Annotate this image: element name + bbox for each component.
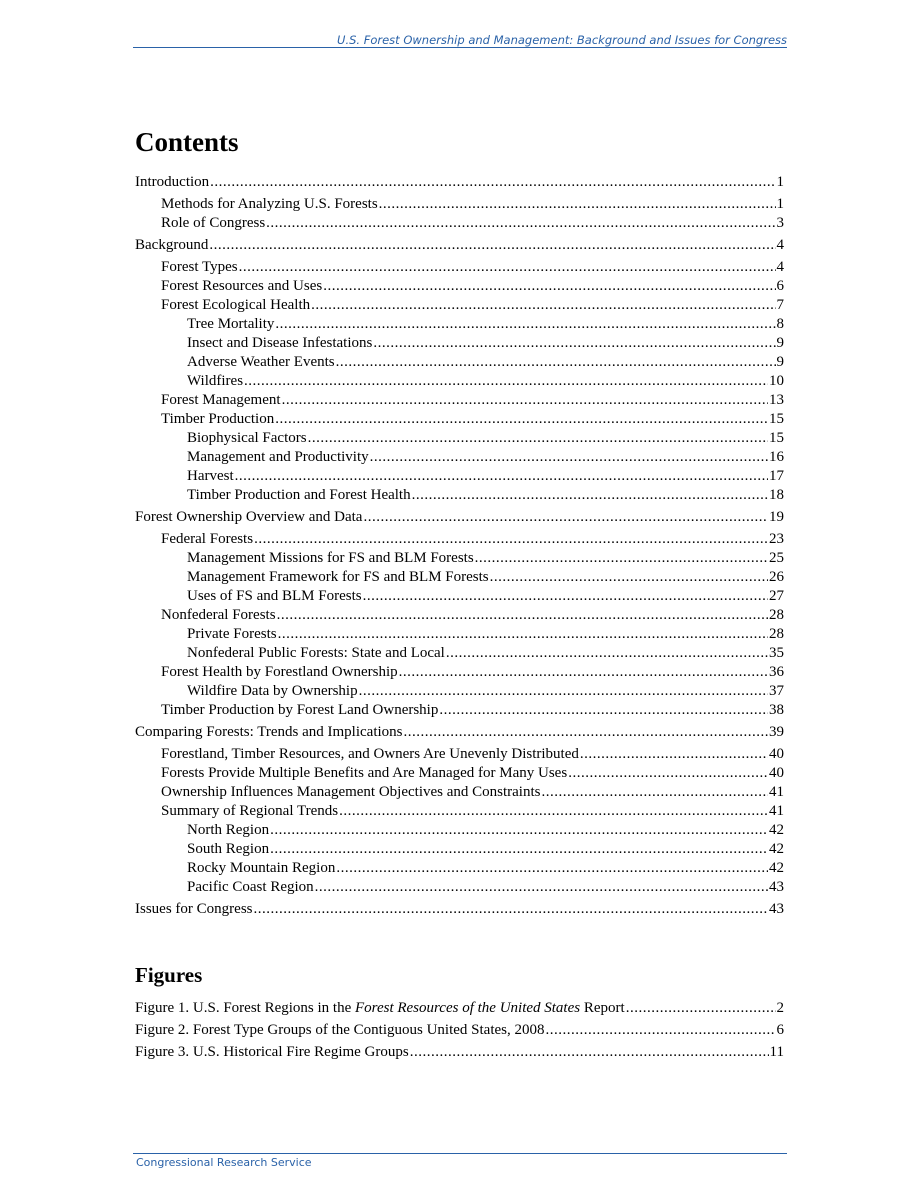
figure-entry-page: 2 [776,1000,784,1016]
figure-title-italic: Forest Resources of the United States [355,1000,581,1016]
toc-entry[interactable] [135,296,784,315]
toc-entry[interactable] [135,372,784,391]
running-header: U.S. Forest Ownership and Management: Background and Issues for Congress [337,33,787,47]
toc-entry-title: Insect and Disease Infestations [187,335,373,351]
toc-entry-page: 25 [769,550,784,566]
toc-entry-page: 3 [776,215,784,231]
toc-entry-page: 7 [776,297,784,313]
toc-entry-title: Tree Mortality [187,316,275,332]
footer-rule [133,1153,787,1154]
toc-entry[interactable] [135,214,784,233]
toc-entry-page: 4 [776,237,784,253]
toc-entry-page: 28 [769,626,784,642]
toc-entry-title: South Region [187,841,270,857]
toc-entry[interactable] [135,764,784,783]
figure-entry-page: 6 [776,1022,784,1038]
toc-entry[interactable] [135,429,784,448]
dot-leader [568,764,768,783]
toc-entry-page: 40 [769,765,784,781]
figure-title-prefix: Figure 3. U.S. Historical Fire Regime Groups [135,1044,409,1060]
dot-leader [308,429,768,448]
toc-entry[interactable] [135,625,784,644]
dot-leader [254,530,768,549]
figure-title-prefix: Figure 2. Forest Type Groups of the Contiguous United States, 2008 [135,1022,545,1038]
toc-entry-page: 37 [769,683,784,699]
header-rule [133,47,787,48]
toc-entry-page: 26 [769,569,784,585]
table-of-contents [135,173,784,919]
toc-entry[interactable] [135,486,784,505]
dot-leader [410,1041,769,1063]
dot-leader [404,723,769,742]
dot-leader [446,644,768,663]
figure-entry-title [135,1019,544,1041]
dot-leader [209,236,775,255]
toc-entry-page: 10 [769,373,784,389]
dot-leader [363,587,768,606]
toc-entry[interactable] [135,644,784,663]
toc-entry-page: 1 [776,174,784,190]
toc-entry-page: 17 [769,468,784,484]
footer-publisher: Congressional Research Service [136,1156,312,1169]
toc-entry-title: Pacific Coast Region [187,879,314,895]
toc-entry[interactable] [135,448,784,467]
toc-entry-title: Background [135,237,209,253]
dot-leader [412,486,768,505]
toc-entry[interactable] [135,173,784,192]
toc-entry-title: Rocky Mountain Region [187,860,336,876]
toc-entry[interactable] [135,353,784,372]
toc-entry-page: 42 [769,841,784,857]
toc-entry[interactable] [135,277,784,296]
toc-entry[interactable] [135,467,784,486]
dot-leader [580,745,768,764]
toc-entry-page: 1 [776,196,784,212]
toc-entry[interactable] [135,606,784,625]
dot-leader [278,625,768,644]
toc-entry-title: Adverse Weather Events [187,354,335,370]
figure-title-suffix: Report [580,1000,625,1016]
toc-entry-page: 40 [769,746,784,762]
toc-entry-page: 35 [769,645,784,661]
toc-entry-page: 27 [769,588,784,604]
toc-entry-page: 43 [769,901,784,917]
figure-entry-title [135,997,625,1019]
contents-heading: Contents [135,127,239,157]
dot-leader [315,878,768,897]
dot-leader [323,277,775,296]
dot-leader [210,173,775,192]
dot-leader [399,663,768,682]
toc-entry-page: 39 [769,724,784,740]
toc-entry-page: 9 [776,335,784,351]
dot-leader [266,214,775,233]
dot-leader [275,315,775,334]
toc-entry[interactable] [135,745,784,764]
dot-leader [379,195,776,214]
toc-entry[interactable] [135,334,784,353]
toc-entry-title: Uses of FS and BLM Forests [187,588,362,604]
toc-entry-title: Forest Types [161,259,238,275]
toc-entry-page: 15 [769,430,784,446]
toc-entry[interactable] [135,549,784,568]
dot-leader [275,410,768,429]
toc-entry-title: Forest Ecological Health [161,297,311,313]
dot-leader [541,783,768,802]
toc-entry-page: 4 [776,259,784,275]
toc-entry[interactable] [135,859,784,878]
dot-leader [475,549,768,568]
figure-entry-page: 11 [769,1044,784,1060]
toc-entry[interactable] [135,802,784,821]
toc-entry[interactable] [135,236,784,255]
toc-entry-page: 41 [769,803,784,819]
toc-entry-title: Private Forests [187,626,277,642]
toc-entry-page: 15 [769,411,784,427]
toc-entry-title: Management Missions for FS and BLM Forests [187,550,474,566]
toc-entry-title: Wildfire Data by Ownership [187,683,358,699]
toc-entry-title: Timber Production [161,411,275,427]
toc-entry-title: North Region [187,822,270,838]
toc-entry-page: 16 [769,449,784,465]
toc-entry[interactable] [135,258,784,277]
toc-entry-title: Management Framework for FS and BLM Forests [187,569,489,585]
toc-entry-title: Management and Productivity [187,449,369,465]
toc-entry[interactable] [135,587,784,606]
toc-entry-title: Federal Forests [161,531,254,547]
toc-entry-title: Forests Provide Multiple Benefits and Are Managed for Many Uses [161,765,568,781]
toc-entry-title: Introduction [135,174,210,190]
toc-entry[interactable] [135,568,784,587]
figure-entry-title [135,1041,409,1063]
toc-entry-title: Forest Resources and Uses [161,278,323,294]
toc-entry[interactable] [135,878,784,897]
figure-title-prefix: Figure 1. U.S. Forest Regions in the [135,1000,355,1016]
dot-leader [254,900,769,919]
dot-leader [270,840,768,859]
dot-leader [370,448,768,467]
toc-entry[interactable] [135,821,784,840]
toc-entry[interactable] [135,783,784,802]
dot-leader [373,334,775,353]
toc-entry-page: 28 [769,607,784,623]
dot-leader [270,821,768,840]
toc-entry-title: Methods for Analyzing U.S. Forests [161,196,378,212]
toc-entry-page: 42 [769,822,784,838]
figure-entry[interactable] [135,997,784,1019]
dot-leader [239,258,776,277]
toc-entry[interactable] [135,508,784,527]
toc-entry-title: Biophysical Factors [187,430,307,446]
toc-entry[interactable] [135,410,784,429]
dot-leader [336,353,776,372]
toc-entry[interactable] [135,723,784,742]
toc-entry-page: 43 [769,879,784,895]
dot-leader [244,372,768,391]
toc-entry-title: Comparing Forests: Trends and Implications [135,724,403,740]
dot-leader [439,701,768,720]
toc-entry-title: Harvest [187,468,234,484]
figures-heading: Figures [135,963,203,987]
dot-leader [339,802,768,821]
toc-entry[interactable] [135,530,784,549]
toc-entry-title: Timber Production and Forest Health [187,487,411,503]
figure-entry[interactable] [135,1019,784,1041]
toc-entry-title: Summary of Regional Trends [161,803,339,819]
toc-entry-title: Role of Congress [161,215,266,231]
dot-leader [282,391,768,410]
toc-entry-page: 6 [776,278,784,294]
toc-entry[interactable] [135,701,784,720]
toc-entry-page: 13 [769,392,784,408]
dot-leader [359,682,768,701]
toc-entry[interactable] [135,840,784,859]
toc-entry-page: 8 [776,316,784,332]
toc-entry-title: Forest Ownership Overview and Data [135,509,363,525]
toc-entry[interactable] [135,663,784,682]
dot-leader [363,508,768,527]
dot-leader [490,568,768,587]
toc-entry-page: 36 [769,664,784,680]
toc-entry-page: 9 [776,354,784,370]
toc-entry-page: 41 [769,784,784,800]
toc-entry[interactable] [135,195,784,214]
toc-entry-title: Forest Management [161,392,281,408]
dot-leader [626,997,776,1019]
list-of-figures [135,997,784,1063]
toc-entry-title: Ownership Influences Management Objectives and Constraints [161,784,541,800]
toc-entry-title: Forest Health by Forestland Ownership [161,664,398,680]
toc-entry[interactable] [135,900,784,919]
dot-leader [277,606,768,625]
dot-leader [235,467,768,486]
toc-entry[interactable] [135,682,784,701]
toc-entry-title: Issues for Congress [135,901,253,917]
toc-entry-title: Nonfederal Forests [161,607,276,623]
toc-entry[interactable] [135,315,784,334]
toc-entry-title: Nonfederal Public Forests: State and Local [187,645,445,661]
toc-entry[interactable] [135,391,784,410]
toc-entry-page: 19 [769,509,784,525]
dot-leader [336,859,768,878]
toc-entry-page: 23 [769,531,784,547]
toc-entry-title: Forestland, Timber Resources, and Owners Are Unevenly Distributed [161,746,579,762]
toc-entry-title: Wildfires [187,373,244,389]
dot-leader [311,296,775,315]
dot-leader [545,1019,775,1041]
toc-entry-page: 42 [769,860,784,876]
figure-entry[interactable] [135,1041,784,1063]
toc-entry-page: 38 [769,702,784,718]
toc-entry-title: Timber Production by Forest Land Ownership [161,702,439,718]
toc-entry-page: 18 [769,487,784,503]
